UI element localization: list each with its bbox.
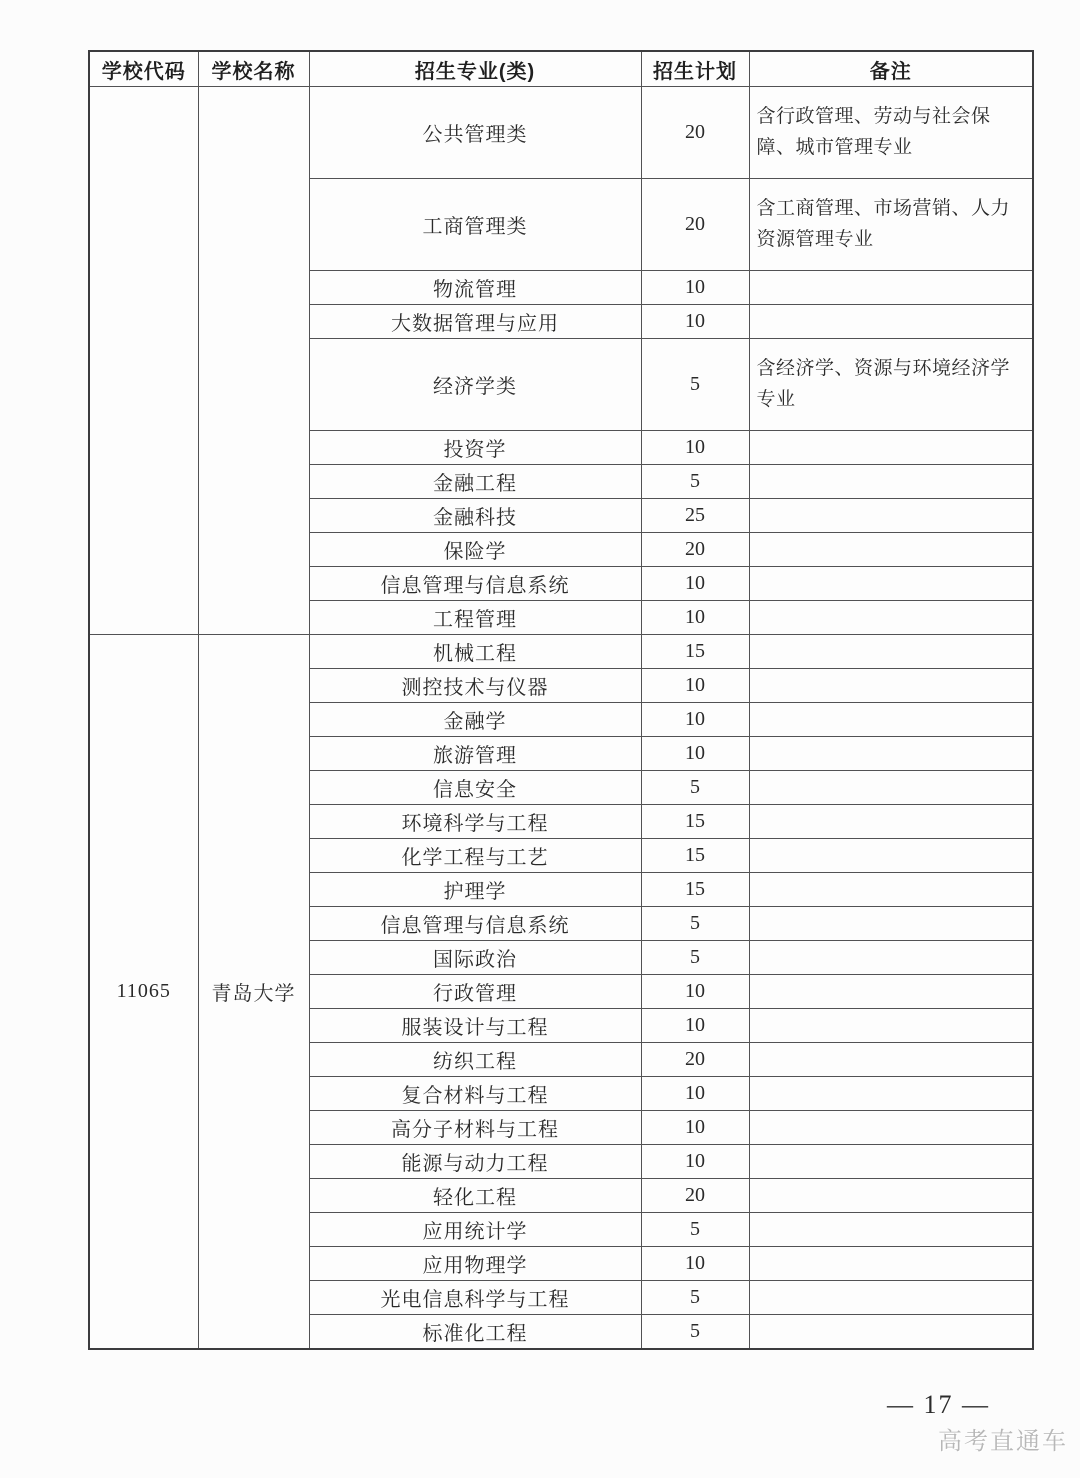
note-cell [749, 1247, 1033, 1281]
major-cell: 经济学类 [309, 339, 641, 431]
major-cell: 工程管理 [309, 601, 641, 635]
major-cell: 信息安全 [309, 771, 641, 805]
note-cell: 含行政管理、劳动与社会保障、城市管理专业 [749, 87, 1033, 179]
plan-count-cell: 15 [641, 839, 749, 873]
plan-count-cell: 10 [641, 737, 749, 771]
note-cell [749, 907, 1033, 941]
major-cell: 纺织工程 [309, 1043, 641, 1077]
major-cell: 应用统计学 [309, 1213, 641, 1247]
major-cell: 行政管理 [309, 975, 641, 1009]
note-cell [749, 601, 1033, 635]
plan-count-cell: 10 [641, 305, 749, 339]
note-cell [749, 1315, 1033, 1349]
plan-count-cell: 10 [641, 703, 749, 737]
plan-count-cell: 25 [641, 499, 749, 533]
note-cell [749, 1145, 1033, 1179]
note-cell [749, 1179, 1033, 1213]
plan-count-cell: 10 [641, 601, 749, 635]
note-cell [749, 1111, 1033, 1145]
major-cell: 测控技术与仪器 [309, 669, 641, 703]
major-cell: 旅游管理 [309, 737, 641, 771]
note-cell [749, 1281, 1033, 1315]
note-cell [749, 975, 1033, 1009]
major-cell: 金融学 [309, 703, 641, 737]
plan-count-cell: 10 [641, 271, 749, 305]
plan-count-cell: 20 [641, 1043, 749, 1077]
plan-count-cell: 10 [641, 669, 749, 703]
note-cell [749, 1043, 1033, 1077]
note-cell [749, 1077, 1033, 1111]
table-header-row [89, 51, 1033, 87]
major-cell: 大数据管理与应用 [309, 305, 641, 339]
major-cell: 轻化工程 [309, 1179, 641, 1213]
note-cell [749, 1009, 1033, 1043]
note-cell: 含经济学、资源与环境经济学专业 [749, 339, 1033, 431]
major-cell: 保险学 [309, 533, 641, 567]
major-cell: 护理学 [309, 873, 641, 907]
major-cell: 标准化工程 [309, 1315, 641, 1349]
major-cell: 信息管理与信息系统 [309, 567, 641, 601]
major-cell: 公共管理类 [309, 87, 641, 179]
major-cell: 机械工程 [309, 635, 641, 669]
major-cell: 复合材料与工程 [309, 1077, 641, 1111]
column-header-major: 招生专业(类) [309, 51, 641, 87]
note-cell [749, 635, 1033, 669]
major-cell: 金融科技 [309, 499, 641, 533]
watermark-text: 高考直通车 [938, 1428, 1068, 1455]
plan-count-cell: 5 [641, 941, 749, 975]
plan-count-cell: 20 [641, 533, 749, 567]
plan-count-cell: 15 [641, 805, 749, 839]
school-code-cell: 11065 [89, 635, 198, 1349]
school-name-cell [198, 87, 309, 635]
plan-count-cell: 5 [641, 907, 749, 941]
major-cell: 光电信息科学与工程 [309, 1281, 641, 1315]
major-cell: 国际政治 [309, 941, 641, 975]
note-cell [749, 431, 1033, 465]
note-cell [749, 839, 1033, 873]
plan-count-cell: 15 [641, 873, 749, 907]
major-cell: 应用物理学 [309, 1247, 641, 1281]
school-name-cell: 青岛大学 [198, 635, 309, 1349]
plan-count-cell: 5 [641, 1281, 749, 1315]
note-cell [749, 533, 1033, 567]
note-cell [749, 873, 1033, 907]
plan-count-cell: 5 [641, 1213, 749, 1247]
note-cell [749, 499, 1033, 533]
column-header-note: 备注 [749, 51, 1033, 87]
plan-count-cell: 10 [641, 1247, 749, 1281]
note-cell [749, 737, 1033, 771]
note-cell: 含工商管理、市场营销、人力资源管理专业 [749, 179, 1033, 271]
major-cell: 投资学 [309, 431, 641, 465]
major-cell: 服装设计与工程 [309, 1009, 641, 1043]
column-header-school-name: 学校名称 [198, 51, 309, 87]
note-cell [749, 771, 1033, 805]
plan-count-cell: 10 [641, 1111, 749, 1145]
major-cell: 物流管理 [309, 271, 641, 305]
table-body [89, 87, 1033, 1349]
note-cell [749, 669, 1033, 703]
plan-count-cell: 5 [641, 771, 749, 805]
note-cell [749, 805, 1033, 839]
plan-count-cell: 15 [641, 635, 749, 669]
major-cell: 金融工程 [309, 465, 641, 499]
note-cell [749, 567, 1033, 601]
page-number: — 17 — [887, 1390, 990, 1419]
note-cell [749, 1213, 1033, 1247]
major-cell: 环境科学与工程 [309, 805, 641, 839]
note-cell [749, 305, 1033, 339]
column-header-school-code: 学校代码 [89, 51, 198, 87]
plan-count-cell: 20 [641, 87, 749, 179]
plan-count-cell: 10 [641, 1009, 749, 1043]
plan-count-cell: 10 [641, 975, 749, 1009]
plan-count-cell: 10 [641, 1145, 749, 1179]
note-cell [749, 703, 1033, 737]
note-cell [749, 465, 1033, 499]
major-cell: 信息管理与信息系统 [309, 907, 641, 941]
major-cell: 化学工程与工艺 [309, 839, 641, 873]
table-row [89, 87, 1033, 179]
plan-count-cell: 5 [641, 465, 749, 499]
major-cell: 高分子材料与工程 [309, 1111, 641, 1145]
plan-count-cell: 10 [641, 1077, 749, 1111]
plan-count-cell: 5 [641, 1315, 749, 1349]
plan-count-cell: 20 [641, 179, 749, 271]
column-header-plan: 招生计划 [641, 51, 749, 87]
note-cell [749, 941, 1033, 975]
major-cell: 工商管理类 [309, 179, 641, 271]
note-cell [749, 271, 1033, 305]
school-code-cell [89, 87, 198, 635]
table-row [89, 635, 1033, 669]
plan-count-cell: 20 [641, 1179, 749, 1213]
major-cell: 能源与动力工程 [309, 1145, 641, 1179]
plan-count-cell: 5 [641, 339, 749, 431]
admissions-plan-table [88, 50, 1034, 1350]
header-row [89, 51, 1033, 87]
plan-count-cell: 10 [641, 431, 749, 465]
plan-count-cell: 10 [641, 567, 749, 601]
